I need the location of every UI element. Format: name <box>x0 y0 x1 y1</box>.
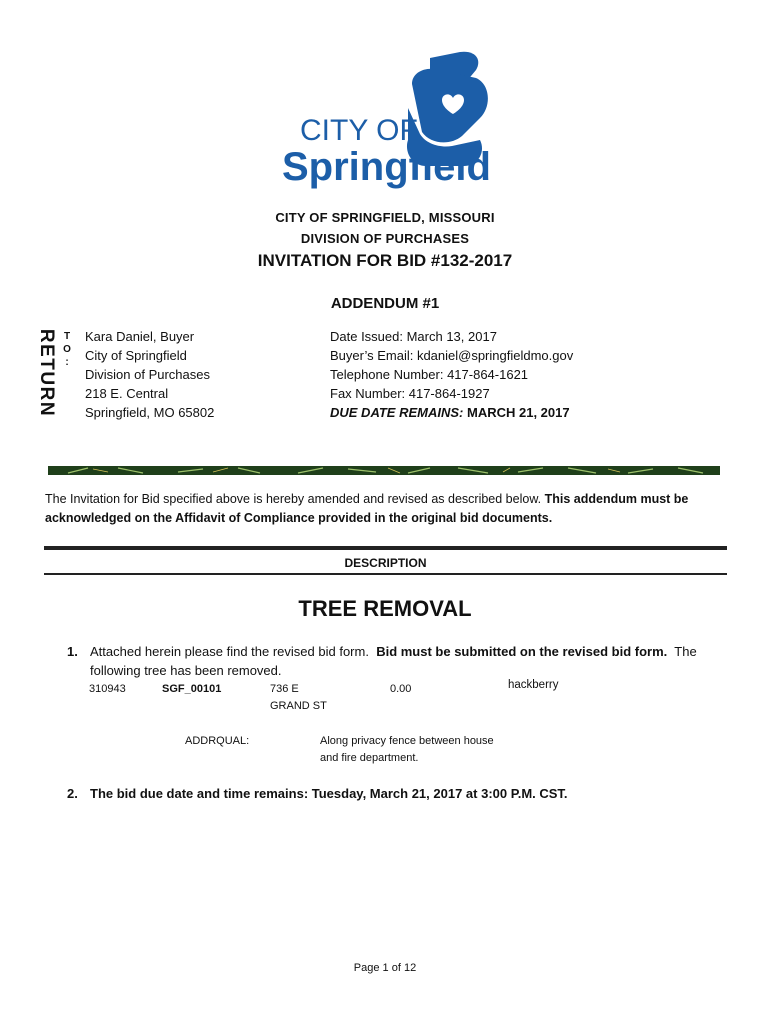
tree-species: hackberry <box>508 679 559 691</box>
telephone-number: Telephone Number: 417-864-1621 <box>330 367 529 382</box>
logo-line1: CITY OF <box>300 114 418 147</box>
intro-bold-text: This addendum must be acknowledged on the Affidavit of Compliance provided in the original bid documents. <box>45 492 689 525</box>
due-date-value: MARCH 21, 2017 <box>467 405 570 420</box>
bid-title: INVITATION FOR BID #132-2017 <box>257 251 513 270</box>
return-label: RETURN <box>36 328 57 417</box>
tree-code: SGF_00101 <box>162 683 222 695</box>
address-line: Springfield, MO 65802 <box>85 405 215 420</box>
address-line: Division of Purchases <box>85 367 210 382</box>
tree-id: 310943 <box>89 683 126 695</box>
address-line: City of Springfield <box>85 348 187 363</box>
decorative-divider <box>48 462 720 471</box>
item-text: The bid due date and time remains: Tuesday, March 21, 2017 at 3:00 P.M. CST. <box>90 786 568 801</box>
due-date-line <box>330 403 573 422</box>
addendum-label: ADDENDUM #1 <box>330 295 440 312</box>
page-number: Page 1 of 12 <box>353 962 417 974</box>
fax-number: Fax Number: 417-864-1927 <box>330 386 490 401</box>
to-label: T O : <box>63 331 71 368</box>
address-line: Kara Daniel, Buyer <box>85 329 195 344</box>
section-rule-top <box>44 546 727 550</box>
section-rule-bottom <box>44 573 727 575</box>
tree-address: 736 E GRAND ST <box>270 683 327 712</box>
logo-line2: Springfield <box>282 145 491 189</box>
org-name: CITY OF SPRINGFIELD, MISSOURI <box>275 210 495 225</box>
main-title: TREE REMOVAL <box>298 596 472 621</box>
addrqual-label: ADDRQUAL: <box>185 735 250 747</box>
item-text: Attached herein please find the revised bid form. Bid must be submitted on the revised bid form. The following tree has been removed. <box>90 644 697 678</box>
division-name: DIVISION OF PURCHASES <box>300 231 470 246</box>
return-address <box>85 327 214 422</box>
intro-text: The Invitation for Bid specified above is hereby amended and revised as described below. <box>45 492 542 506</box>
item-number: 2. <box>67 786 78 801</box>
date-issued: Date Issued: March 13, 2017 <box>330 329 497 344</box>
intro-paragraph <box>45 490 735 528</box>
tree-value: 0.00 <box>390 683 412 695</box>
heart-swirl-icon <box>280 48 495 194</box>
buyer-email: Buyer’s Email: kdaniel@springfieldmo.gov <box>330 348 574 363</box>
addrqual-value: Along privacy fence between house and fire department. <box>320 735 494 764</box>
item-number: 1. <box>67 644 78 659</box>
bid-info <box>330 327 573 422</box>
address-line: 218 E. Central <box>85 386 169 401</box>
city-logo <box>280 48 495 194</box>
due-date-label: DUE DATE REMAINS: <box>330 405 464 420</box>
description-label: DESCRIPTION <box>344 556 427 570</box>
